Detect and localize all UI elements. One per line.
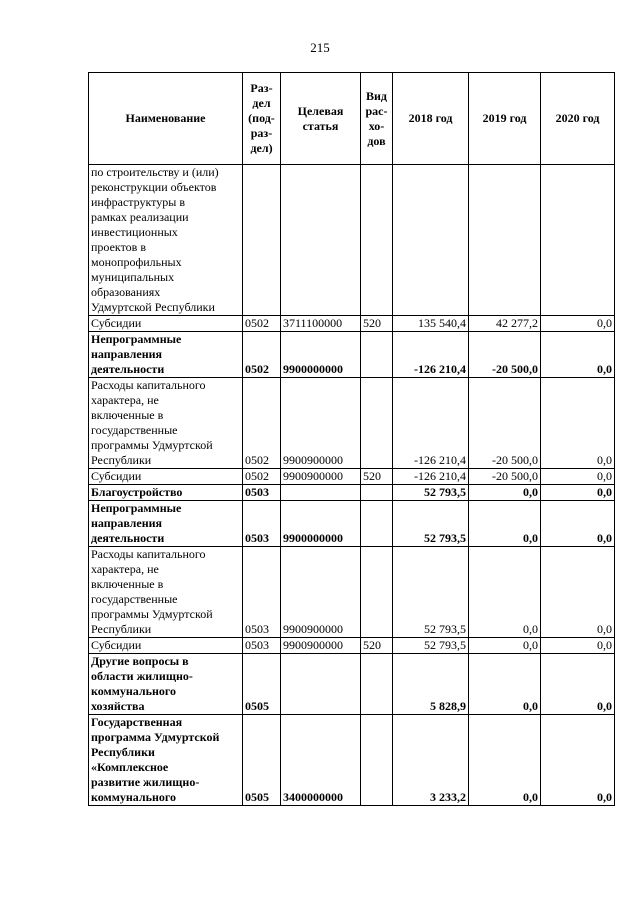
cell-y2018: 52 793,5 — [393, 638, 469, 654]
cell-target — [281, 654, 361, 715]
table-row — [89, 547, 615, 638]
cell-y2020 — [541, 165, 615, 316]
table-row — [89, 378, 615, 469]
cell-section: 0503 — [243, 485, 281, 501]
cell-y2018: -126 210,4 — [393, 332, 469, 378]
cell-name: Расходы капитального характера, не включенные в государственные программы Удмуртской Республики — [89, 547, 243, 638]
budget-table — [88, 72, 615, 806]
header-target: Целевая статья — [281, 73, 361, 165]
cell-expense: 520 — [361, 469, 393, 485]
cell-section: 0503 — [243, 638, 281, 654]
cell-target: 9900900000 — [281, 469, 361, 485]
header-2020: 2020 год — [541, 73, 615, 165]
cell-target: 9900900000 — [281, 547, 361, 638]
table-row — [89, 715, 615, 806]
cell-name: Другие вопросы в области жилищно- коммунального хозяйства — [89, 654, 243, 715]
page-number: 215 — [310, 40, 330, 55]
cell-target: 9900900000 — [281, 378, 361, 469]
cell-target — [281, 485, 361, 501]
cell-section: 0502 — [243, 316, 281, 332]
cell-y2018: 5 828,9 — [393, 654, 469, 715]
table-row — [89, 485, 615, 501]
cell-y2019: -20 500,0 — [469, 378, 541, 469]
cell-expense — [361, 485, 393, 501]
cell-section: 0505 — [243, 654, 281, 715]
table-row — [89, 469, 615, 485]
table-row — [89, 332, 615, 378]
cell-y2018: -126 210,4 — [393, 469, 469, 485]
cell-y2020: 0,0 — [541, 332, 615, 378]
cell-name: Непрограммные направления деятельности — [89, 501, 243, 547]
cell-y2020: 0,0 — [541, 378, 615, 469]
cell-section: 0502 — [243, 469, 281, 485]
cell-y2019 — [469, 165, 541, 316]
cell-name: Субсидии — [89, 638, 243, 654]
header-2019: 2019 год — [469, 73, 541, 165]
cell-expense: 520 — [361, 638, 393, 654]
cell-y2019: 0,0 — [469, 547, 541, 638]
cell-target: 3400000000 — [281, 715, 361, 806]
table-row — [89, 165, 615, 316]
cell-name: Субсидии — [89, 316, 243, 332]
cell-section: 0502 — [243, 332, 281, 378]
table-row — [89, 638, 615, 654]
table-row — [89, 316, 615, 332]
cell-y2018: 3 233,2 — [393, 715, 469, 806]
cell-section: 0502 — [243, 378, 281, 469]
cell-y2018 — [393, 165, 469, 316]
cell-target: 9900000000 — [281, 501, 361, 547]
cell-section: 0503 — [243, 501, 281, 547]
cell-name: Благоустройство — [89, 485, 243, 501]
cell-name: Расходы капитального характера, не включенные в государственные программы Удмуртской Республики — [89, 378, 243, 469]
cell-y2020: 0,0 — [541, 501, 615, 547]
table-row — [89, 654, 615, 715]
table-row — [89, 501, 615, 547]
cell-section: 0505 — [243, 715, 281, 806]
cell-expense — [361, 547, 393, 638]
cell-y2020: 0,0 — [541, 485, 615, 501]
cell-expense — [361, 165, 393, 316]
cell-expense: 520 — [361, 316, 393, 332]
cell-y2018: 135 540,4 — [393, 316, 469, 332]
cell-y2019: 0,0 — [469, 485, 541, 501]
cell-expense — [361, 715, 393, 806]
cell-y2020: 0,0 — [541, 469, 615, 485]
cell-expense — [361, 332, 393, 378]
cell-name: по строительству и (или) реконструкции объектов инфраструктуры в рамках реализации инвестиционных проектов в монопрофильных муниципальных образованиях Удмуртской Республики — [89, 165, 243, 316]
cell-expense — [361, 654, 393, 715]
cell-y2020: 0,0 — [541, 715, 615, 806]
cell-target: 3711100000 — [281, 316, 361, 332]
cell-target: 9900900000 — [281, 638, 361, 654]
cell-y2020: 0,0 — [541, 547, 615, 638]
header-section: Раз- дел (под- раз- дел) — [243, 73, 281, 165]
cell-y2019: 42 277,2 — [469, 316, 541, 332]
cell-y2019: -20 500,0 — [469, 469, 541, 485]
header-2018: 2018 год — [393, 73, 469, 165]
cell-y2020: 0,0 — [541, 316, 615, 332]
cell-y2018: 52 793,5 — [393, 485, 469, 501]
cell-y2018: -126 210,4 — [393, 378, 469, 469]
cell-expense — [361, 378, 393, 469]
header-name: Наименование — [89, 73, 243, 165]
header-expense: Вид рас- хо- дов — [361, 73, 393, 165]
cell-target — [281, 165, 361, 316]
table-header-row — [89, 73, 615, 165]
cell-y2020: 0,0 — [541, 638, 615, 654]
cell-y2018: 52 793,5 — [393, 501, 469, 547]
cell-section: 0503 — [243, 547, 281, 638]
cell-name: Государственная программа Удмуртской Республики «Комплексное развитие жилищно- коммунального — [89, 715, 243, 806]
cell-name: Непрограммные направления деятельности — [89, 332, 243, 378]
cell-section — [243, 165, 281, 316]
cell-y2019: -20 500,0 — [469, 332, 541, 378]
cell-y2019: 0,0 — [469, 654, 541, 715]
cell-name: Субсидии — [89, 469, 243, 485]
cell-y2019: 0,0 — [469, 501, 541, 547]
cell-target: 9900000000 — [281, 332, 361, 378]
cell-expense — [361, 501, 393, 547]
cell-y2018: 52 793,5 — [393, 547, 469, 638]
cell-y2019: 0,0 — [469, 638, 541, 654]
cell-y2020: 0,0 — [541, 654, 615, 715]
cell-y2019: 0,0 — [469, 715, 541, 806]
